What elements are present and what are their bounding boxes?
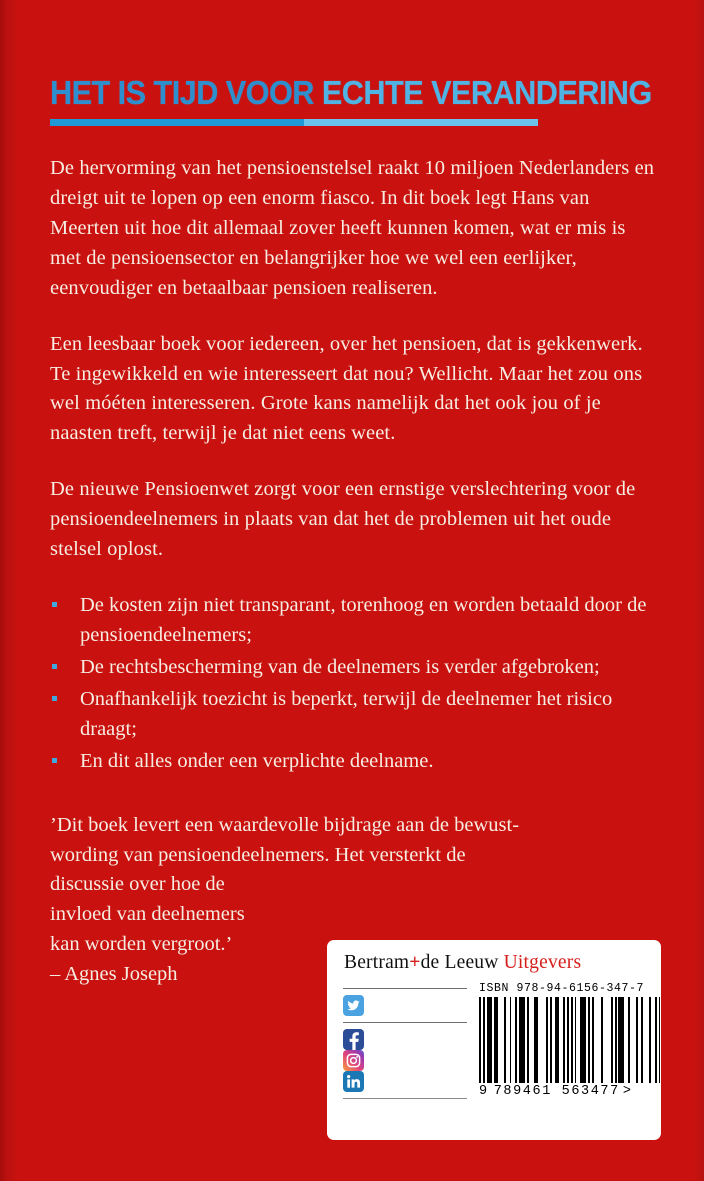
paragraph-1: De hervorming van het pensioenstelsel raakt 10 miljoen Nederlanders en dreigt uit te lopen op een enorm fiasco. In dit boek legt Hans van Meerten uit hoe dit allemaal zover heeft kunnen komen, wat er mis is met de pensioensector en belangrijker hoe we wel een eerlijker, eenvoudiger en betaalbaar pensioen realiseren. [50, 157, 655, 299]
publisher-name-part-2: de Leeuw [420, 952, 504, 973]
publisher-name-highlight: Uitgevers [503, 952, 582, 973]
title-underline-left-segment [50, 119, 304, 126]
linkedin-icon[interactable] [343, 1071, 364, 1092]
publisher-name-part-1: Bertram [344, 952, 410, 973]
paragraph-3: De nieuwe Pensioenwet zorgt voor een ernstige verslechtering voor de pensioendeelnemers in plaats van dat het de problemen uit het oude stelsel oplost. [50, 478, 636, 561]
isbn-barcode [479, 997, 661, 1083]
bullet-square-icon [52, 664, 57, 669]
list-item [50, 747, 660, 777]
divider-1 [343, 988, 467, 989]
barcode-digits-main: 789461 563477 [493, 1084, 620, 1099]
divider-2 [343, 1022, 467, 1023]
list-item-label: De kosten zijn niet transparant, torenhoog en worden betaald door de pensioendeelnemers; [80, 594, 647, 646]
barcode-column [475, 982, 661, 1105]
quote-line-4: invloed van deelnemers [50, 903, 245, 926]
publisher-box-body [341, 982, 647, 1105]
barcode-digit-lead: 9 [479, 1084, 489, 1099]
publisher-name-plus: + [409, 952, 421, 973]
quote-line-5: kan worden vergroot.’ [50, 933, 233, 956]
facebook-icon[interactable] [343, 1029, 364, 1050]
page-title-part-b: ECHTE VERANDERING [321, 74, 652, 111]
divider-3 [343, 1098, 467, 1099]
title-block [50, 0, 660, 126]
quote-line-2: wording van pensioendeelnemers. Het versterkt de [50, 843, 466, 866]
publisher-name [344, 952, 647, 974]
list-item-label: De rechtsbescherming van de deelnemers is verder afgebroken; [80, 655, 600, 678]
instagram-icon[interactable] [343, 1050, 364, 1071]
list-item-label: En dit alles onder een verplichte deelname. [80, 749, 434, 772]
bullet-square-icon [52, 758, 57, 763]
title-underline-right-segment [304, 119, 538, 126]
isbn-text: ISBN 978-94-6156-347-7 [479, 982, 645, 995]
twitter-icon[interactable] [343, 995, 364, 1016]
list-item [50, 685, 660, 745]
list-item [50, 653, 660, 683]
publisher-info-box [327, 940, 661, 1140]
list-item [50, 591, 660, 651]
paragraph-2: Een leesbaar boek voor iedereen, over het pensioen, dat is gekkenwerk. Te ingewikkeld en wie interesseert dat nou? Wellicht. Maar het zou ons wel móéten interesseren. Grote kans namelijk dat het ook jou of je naasten treft, terwijl je dat niet eens weet. [50, 332, 643, 445]
quote-attribution: – Agnes Joseph [50, 963, 178, 986]
barcode-digits [479, 1084, 661, 1099]
bullet-list [50, 591, 660, 777]
page-title-part-a: HET IS TIJD VOOR [50, 74, 322, 111]
page-title [50, 74, 652, 111]
quote-line-3: discussie over hoe de [50, 873, 225, 896]
quote-line-1: ’Dit boek levert een waardevolle bijdrage aan de bewust- [50, 813, 520, 836]
title-underline [50, 119, 538, 126]
body-copy [50, 154, 660, 565]
barcode-trailing-bracket: > [622, 1084, 633, 1099]
list-item-label: Onafhankelijk toezicht is beperkt, terwijl de deelnemer het risico draagt; [80, 687, 613, 740]
bullet-square-icon [52, 602, 57, 607]
social-links-column [341, 982, 475, 1105]
bullet-square-icon [52, 696, 57, 701]
